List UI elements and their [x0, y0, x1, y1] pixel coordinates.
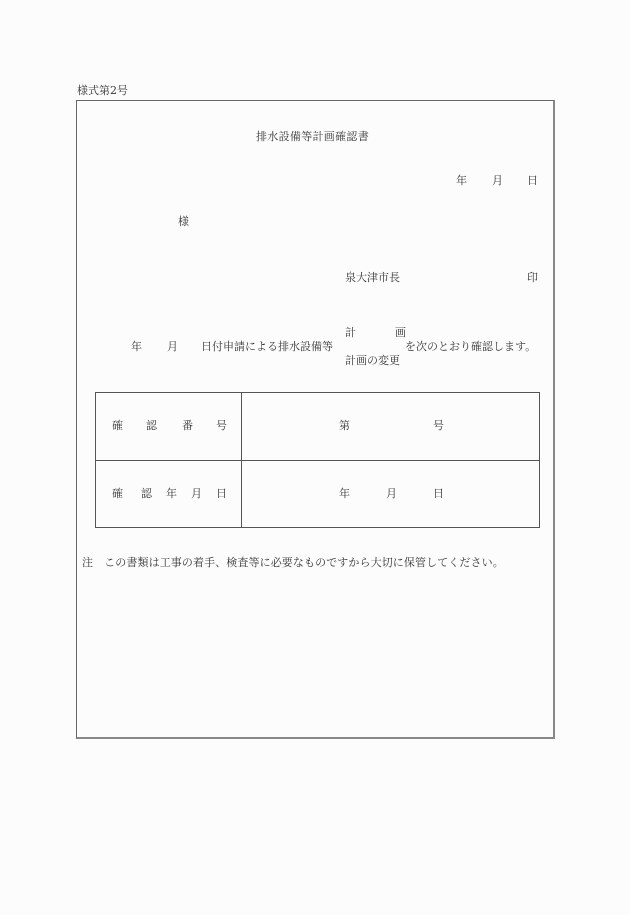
application-year: 年 [131, 340, 142, 353]
statement-tail: を次のとおり確認します。 [405, 340, 537, 353]
number-prefix: 第 [339, 419, 350, 432]
confirmation-table [95, 392, 540, 528]
document-title: 排水設備等計画確認書 [256, 130, 369, 143]
note-text: 注 この書類は工事の着手、検査等に必要なものですから大切に保管してください。 [82, 556, 504, 569]
label-char: 号 [216, 419, 227, 432]
number-suffix: 号 [433, 419, 444, 432]
date-month: 月 [386, 487, 397, 500]
date-year: 年 [339, 487, 350, 500]
label-char: 確 [112, 487, 123, 500]
form-number: 様式第2号 [77, 84, 128, 97]
issue-date-day: 日 [527, 174, 538, 187]
seal-mark: 印 [527, 271, 538, 284]
label-char: 年 [166, 487, 177, 500]
option-plan-char-1: 計 [345, 326, 356, 339]
confirmation-date-label [96, 488, 241, 502]
label-char: 確 [112, 419, 123, 432]
option-plan-char-2: 画 [395, 326, 406, 339]
issue-date-month: 月 [492, 174, 503, 187]
issuer-name: 泉大津市長 [345, 271, 400, 284]
confirmation-date-value [242, 488, 540, 502]
label-char: 月 [191, 487, 202, 500]
option-plan-change: 計画の変更 [345, 354, 400, 367]
issue-date-year: 年 [456, 174, 467, 187]
label-char: 認 [146, 419, 157, 432]
label-char: 番 [182, 419, 193, 432]
label-char: 日 [216, 487, 227, 500]
application-month: 月 [167, 340, 178, 353]
table-row-divider [96, 460, 539, 461]
confirmation-number-label [96, 420, 241, 434]
label-char: 認 [141, 487, 152, 500]
statement-lead: 日付申請による排水設備等 [201, 340, 333, 353]
date-day: 日 [433, 487, 444, 500]
recipient-honorific: 様 [178, 215, 189, 228]
confirmation-number-value [242, 420, 540, 434]
